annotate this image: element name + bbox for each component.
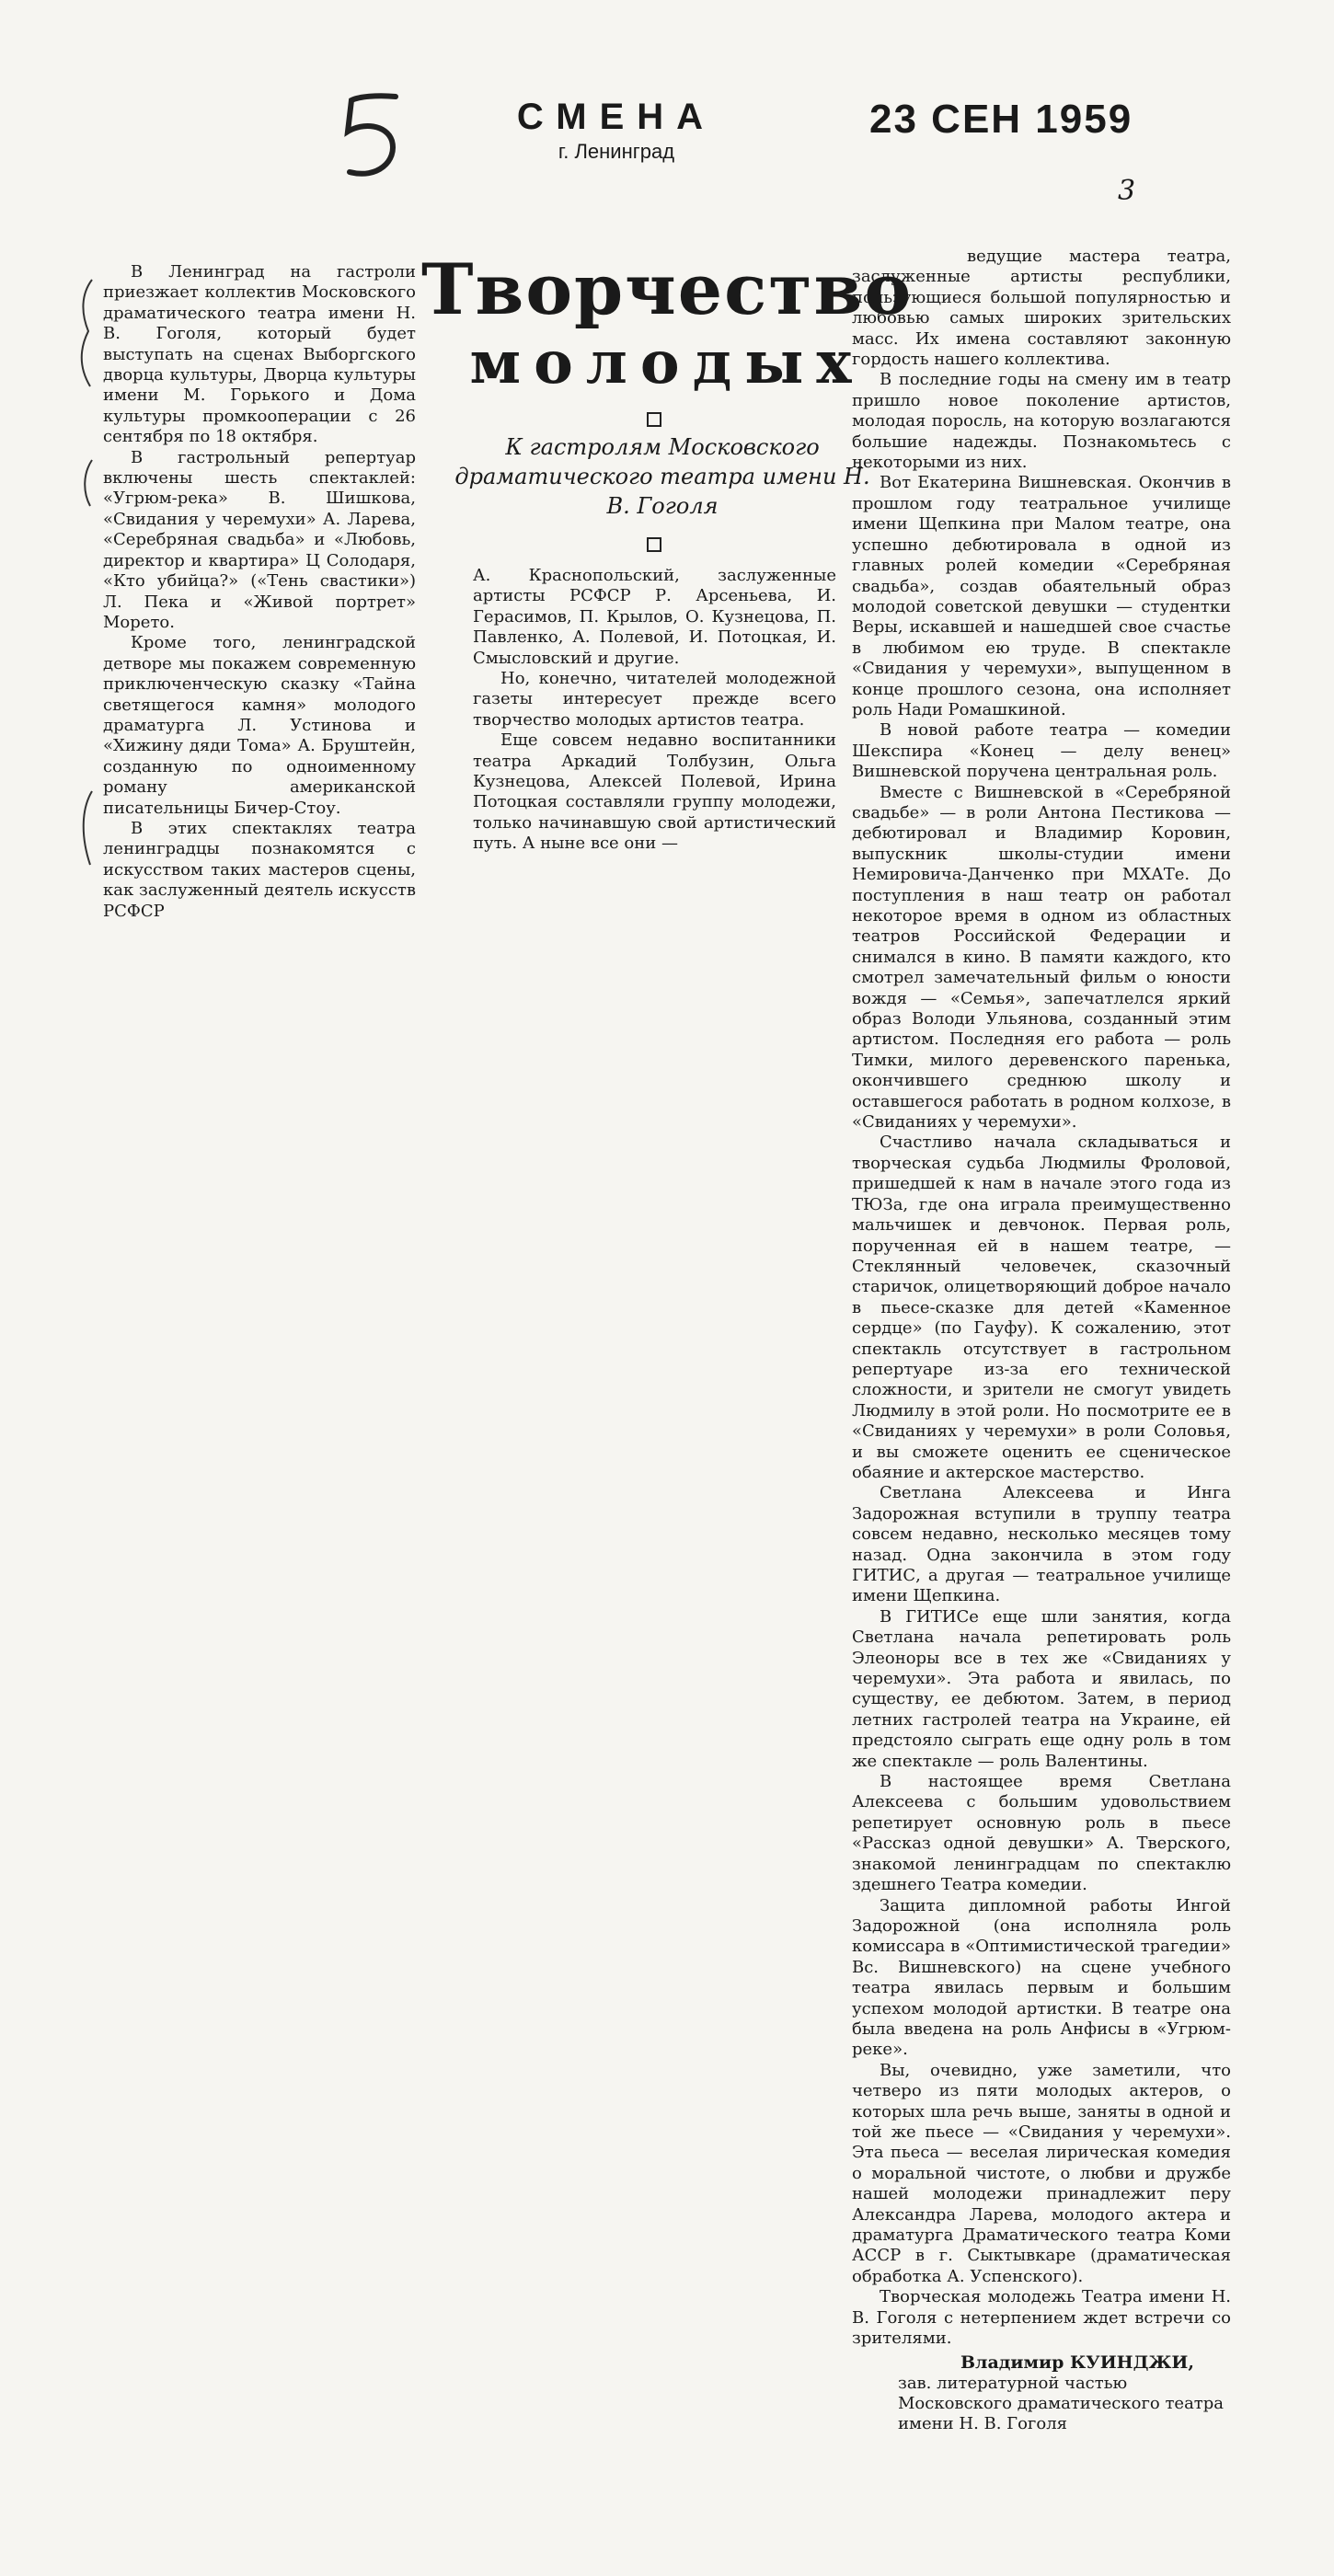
newspaper-name: СМЕНА xyxy=(516,97,717,137)
article-column-1 xyxy=(103,262,416,922)
page-number: 3 xyxy=(1118,175,1136,207)
paragraph: Вы, очевидно, уже заметили, что четверо из пяти молодых актеров, о которых шла речь выше, заняты в одной и той же пьесе — «Свидания у черемухи». Эта пьеса — веселая лирическая комедия о моральной чистоте, о любви и дружбе нашей молодежи принадлежит перу Александра Ларева, молодого актера и драматурга Драматического театра Коми АССР в г. Сыктывкаре (драматическая обработка А. Успенского). xyxy=(852,2060,1231,2286)
title-line-2: молодых xyxy=(469,328,865,397)
paragraph: Светлана Алексеева и Инга Задорожная вступили в труппу театра совсем недавно, несколько месяцев тому назад. Одна закончила в этом году ГИТИС, а другая — театральное училище имени Щепкина. xyxy=(852,1483,1231,1606)
newspaper-city: г. Ленинград xyxy=(558,140,675,163)
paragraph: Но, конечно, читателей молодежной газеты интересует прежде всего творчество молодых артистов театра. xyxy=(473,669,836,730)
paragraph: В новой работе театра — комедии Шекспира «Конец — делу венец» Вишневской поручена центральная роль. xyxy=(852,720,1231,782)
paragraph: Творческая молодежь Театра имени Н. В. Гоголя с нетерпением ждет встречи со зрителями. xyxy=(852,2287,1231,2349)
title-line-1: Творчество xyxy=(420,248,914,330)
handwritten-5-mark xyxy=(331,87,414,189)
article-title xyxy=(409,250,925,397)
masthead xyxy=(497,97,736,164)
date-stamp: 23 СЕН 1959 xyxy=(869,97,1133,142)
article-subtitle: К гастролям Московского драматического театра имени Н. В. Гоголя xyxy=(454,434,870,519)
author-name: Владимир КУИНДЖИ, xyxy=(960,2352,1194,2374)
paragraph: В ГИТИСе еще шли занятия, когда Светлана начала репетировать роль Элеоноры все в тех же «Свиданиях у черемухи». Эта работа и явилась, по существу, ее дебютом. Затем, в период летних гастролей театра на Украине, ей предстояло сыграть еще одну роль в том же спектакле — роль Валентины. xyxy=(852,1606,1231,1771)
paragraph: ведущие мастера театра, заслуженные артисты республики, пользующиеся большой популярностью и любовью самых широких зрительских масс. Их имена составляют законную гордость нашего коллектива. xyxy=(852,247,1231,370)
author-affiliation: зав. литературной частью Московского драматического театра имени Н. В. Гоголя xyxy=(898,2373,1225,2433)
paragraph: В этих спектаклях театра ленинградцы познакомятся с искусством таких мастеров сцены, как заслуженный деятель искусств РСФСР xyxy=(103,818,416,921)
paragraph: Защита дипломной работы Ингой Задорожной (она исполняла роль комиссара в «Оптимистической трагедии» Вс. Вишневского) на сцене учебного театра явилась первым и большим успехом молодой артистки. В театре она была введена на роль Анфисы в «Угрюм-реке». xyxy=(852,1895,1231,2060)
paragraph: Еще совсем недавно воспитанники театра Аркадий Толбузин, Ольга Кузнецова, Алексей Полевой, Ирина Потоцкая составляли группу молодежи, только начинавшую свой артистический путь. А ныне все они — xyxy=(473,730,836,854)
paragraph: В настоящее время Светлана Алексеева с большим удовольствием репетирует основную роль в пьесе «Рассказ одной девушки» А. Тверского, знакомой ленинградцам по спектаклю здешнего Театра комедии. xyxy=(852,1772,1231,1895)
paragraph: В Ленинград на гастроли приезжает коллектив Московского драматического театра имени Н. В. Гоголя, который будет выступать на сценах Выборгского дворца культуры, Дворца культуры имени М. Горького и Дома культуры промкооперации с 26 сентября по 18 октября. xyxy=(103,262,416,447)
paragraph: Вместе с Вишневской в «Серебряной свадьбе» — в роли Антона Пестикова — дебютировал и Владимир Коровин, выпускник школы-студии имени Немировича-Данченко при МХАТе. До поступления в наш театр он работал некоторое время в одном из областных театров Российской Федерации и снимался в кино. В памяти каждого, кто смотрел замечательный фильм о юности вождя — «Семья», запечатлелся яркий образ Володи Ульянова, созданный этим артистом. Последняя его работа — роль Тимки, милого деревенского паренька, окончившего среднюю школу и оставшегося работать в родном колхозе, в «Свиданиях у черемухи». xyxy=(852,782,1231,1133)
paragraph: А. Краснопольский, заслуженные артисты РСФСР Р. Арсеньева, И. Герасимов, П. Крылов, О. Кузнецова, П. Павленко, А. Полевой, И. Потоцкая, И. Смысловский и другие. xyxy=(473,566,836,668)
paragraph: В последние годы на смену им в театр пришло новое поколение артистов, молодая поросль, на которую возлагаются большие надежды. Познакомьтесь с некоторыми из них. xyxy=(852,370,1231,473)
paragraph: Счастливо начала складываться и творческая судьба Людмилы Фроловой, пришедшей к нам в начале этого года из ТЮЗа, где она играла преимущественно мальчишек и девчонок. Первая роль, порученная ей в нашем театре, — Стеклянный человечек, сказочный старичок, олицетворяющий доброе начало в пьесе-сказке для детей «Каменное сердце» (по Гауфу). К сожалению, этот спектакль отсутствует в гастрольном репертуаре из-за его технической сложности, и зрители не смогут увидеть Людмилу в этой роли. Но посмотрите ее в «Свиданиях у черемухи» в роли Соловья, и вы сможете оценить ее сценическое обаяние и актерское мастерство. xyxy=(852,1133,1231,1482)
article-column-2 xyxy=(473,566,836,855)
ornament-square xyxy=(647,537,661,552)
paragraph: Кроме того, ленинградской детворе мы покажем современную приключенческую сказку «Тайна светящегося камня» молодого драматурга Л. Устинова и «Хижину дяди Тома» А. Бруштейн, созданную по одноименному роману американской писательницы Бичер-Стоу. xyxy=(103,633,416,818)
margin-bracket xyxy=(75,276,96,874)
article-column-3 xyxy=(852,247,1231,2434)
ornament-square xyxy=(647,412,661,427)
paragraph: Вот Екатерина Вишневская. Окончив в прошлом году театральное училище имени Щепкина при Малом театре, она успешно дебютировала в одной из главных ролей комедии «Серебряная свадьба», создав обаятельный образ молодой советской девушки — студентки Веры, искавшей и нашедшей свое счастье в любимом ею труде. В спектакле «Свидания у черемухи», выпущенном в конце прошлого сезона, она исполняет роль Нади Ромашкиной. xyxy=(852,473,1231,719)
paragraph: В гастрольный репертуар включены шесть спектаклей: «Угрюм-река» В. Шишкова, «Свидания у черемухи» А. Ларева, «Серебряная свадьба» и «Любовь, директор и квартира» Ц Солодаря, «Кто убийца?» («Тень свастики») Л. Пека и «Живой портрет» Морето. xyxy=(103,447,416,632)
